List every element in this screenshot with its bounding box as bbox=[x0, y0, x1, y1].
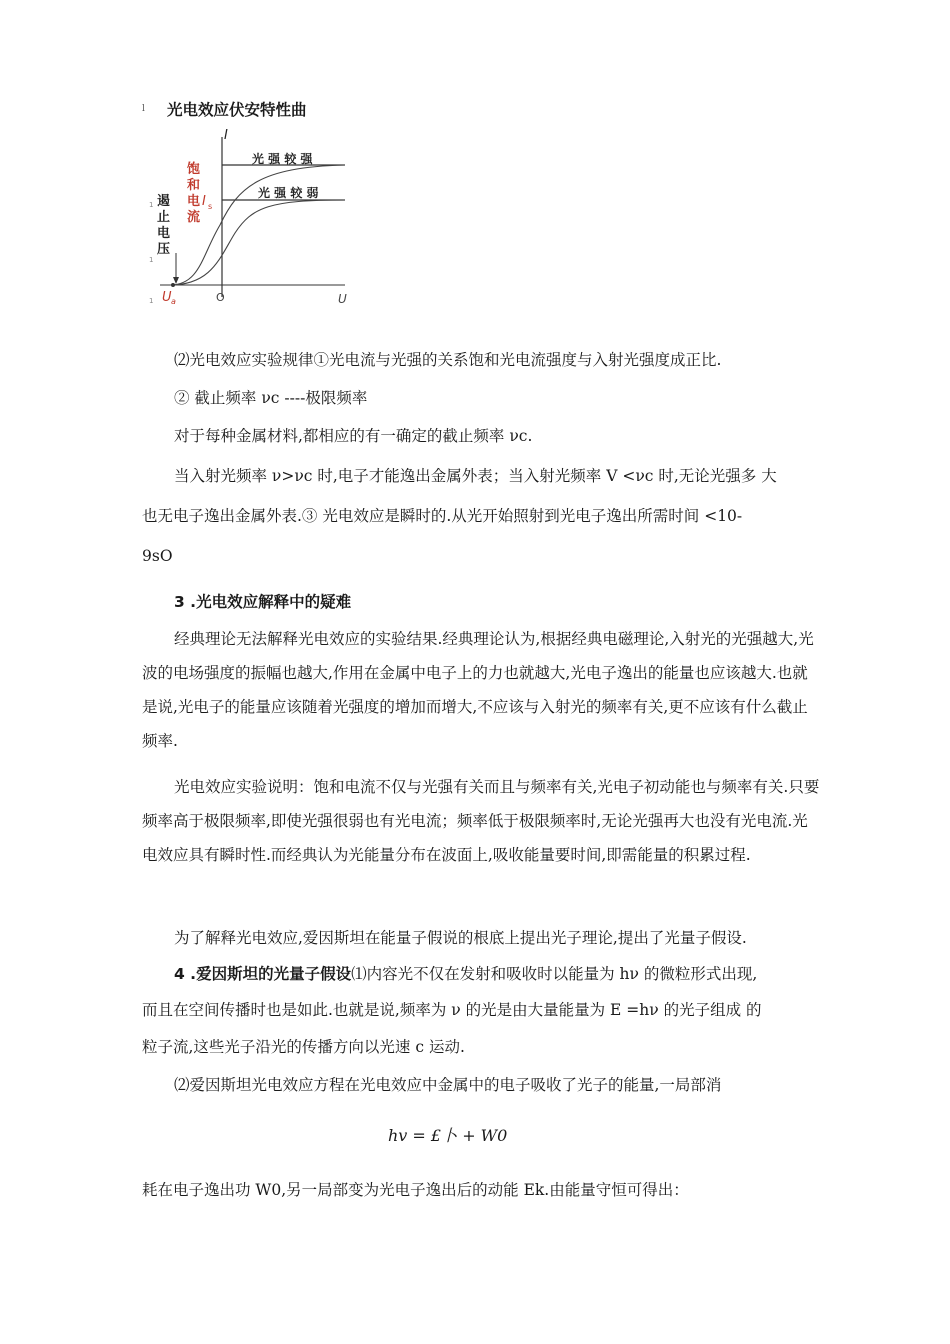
y-axis-label: I bbox=[224, 128, 228, 143]
side-mark-1: 1 bbox=[149, 201, 154, 209]
saturation-label-3: 电 bbox=[187, 194, 201, 209]
x-axis-label: U bbox=[338, 292, 347, 306]
saturation-label-1: 饱 bbox=[187, 162, 201, 177]
list-marker: l bbox=[142, 104, 145, 114]
paragraph-material: 对于每种金属材料,都相应的有一确定的截止频率 νc. bbox=[174, 427, 533, 445]
saturation-symbol: I bbox=[202, 194, 206, 209]
saturation-label-2: 和 bbox=[187, 178, 201, 193]
arrow-down-icon bbox=[173, 277, 179, 284]
stop-voltage-label-2: 止 bbox=[157, 210, 171, 225]
photoelectric-equation: hv = £卜 + W0 bbox=[388, 1126, 508, 1145]
svg-text:s: s bbox=[208, 202, 213, 211]
paragraph-frequency-line1: 当入射光频率 ν>νc 时,电子才能逸出金属外表；当入射光频率 V <νc 时,无论光强多 大 bbox=[174, 467, 777, 485]
section-3-paragraph-2: 光电效应实验说明：饱和电流不仅与光强有关而且与频率有关,光电子初动能也与频率有关.只要频率高于极限频率,即使光强很弱也有光电流；频率低于极限频率时,无论光强再大也没有光电流.光电效应具有瞬时性.而经典认为光能量分布在波面上,吸收能量要时间,即需能量的积累过程. bbox=[142, 778, 820, 864]
section-4-title: 4 .爱因斯坦的光量子假设 bbox=[174, 965, 352, 983]
paragraph-frequency-line3: 9sO bbox=[142, 547, 173, 565]
section-3-title: 3 .光电效应解释中的疑难 bbox=[174, 593, 352, 611]
section-4-line-2: 而且在空间传播时也是如此.也就是说,频率为 ν 的光是由大量能量为 E =hν 的光子组成 的 bbox=[142, 1001, 762, 1019]
iv-curve-figure bbox=[140, 125, 355, 310]
curve-weak-label: 光 强 较 弱 bbox=[258, 186, 319, 200]
stop-voltage-label-1: 遏 bbox=[157, 194, 171, 209]
stop-voltage-label-4: 压 bbox=[157, 242, 171, 257]
stop-voltage-symbol: U bbox=[162, 290, 172, 305]
section-3-paragraph-1: 经典理论无法解释光电效应的实验结果.经典理论认为,根据经典电磁理论,入射光的光强越大,光波的电场强度的振幅也越大,作用在金属中电子上的力也就越大,光电子逸出的能量也应该越大.也就是说,光电子的能量应该随着光强度的增加而增大,不应该与入射光的频率有关,更不应该有什么截止频率. bbox=[142, 630, 814, 750]
paragraph-energy: 耗在电子逸出功 W0,另一局部变为光电子逸出后的动能 Ek.由能量守恒可得出： bbox=[142, 1181, 689, 1199]
paragraph-law: ⑵光电效应实验规律①光电流与光强的关系饱和光电流强度与入射光强度成正比. bbox=[174, 351, 722, 369]
side-mark-2: 1 bbox=[149, 256, 154, 264]
section-3-paragraph-3: 为了解释光电效应,爱因斯坦在能量子假说的根底上提出光子理论,提出了光量子假设. bbox=[174, 929, 747, 947]
svg-text:a: a bbox=[171, 297, 176, 306]
saturation-label-4: 流 bbox=[187, 210, 201, 225]
paragraph-frequency-line2: 也无电子逸出金属外表.③ 光电效应是瞬时的.从光开始照射到光电子逸出所需时间 <10- bbox=[142, 507, 743, 525]
origin-label: O bbox=[216, 291, 225, 304]
section-heading: 光电效应伏安特性曲 bbox=[167, 101, 307, 119]
section-4-content-start: ⑴内容光不仅在发射和吸收时以能量为 hν 的微粒形式出现, bbox=[351, 965, 758, 983]
curve-strong-label: 光 强 较 强 bbox=[252, 152, 313, 166]
side-mark-3: 1 bbox=[149, 297, 154, 305]
stop-voltage-label-3: 电 bbox=[157, 226, 171, 241]
paragraph-cutoff: ② 截止频率 νc ----极限频率 bbox=[174, 389, 368, 407]
section-4-line-3: 粒子流,这些光子沿光的传播方向以光速 c 运动. bbox=[142, 1038, 465, 1056]
iv-curve-svg bbox=[140, 125, 355, 310]
section-4-paragraph-2: ⑵爱因斯坦光电效应方程在光电效应中金属中的电子吸收了光子的能量,一局部消 bbox=[174, 1076, 722, 1094]
section-4-line-1 bbox=[174, 964, 757, 984]
